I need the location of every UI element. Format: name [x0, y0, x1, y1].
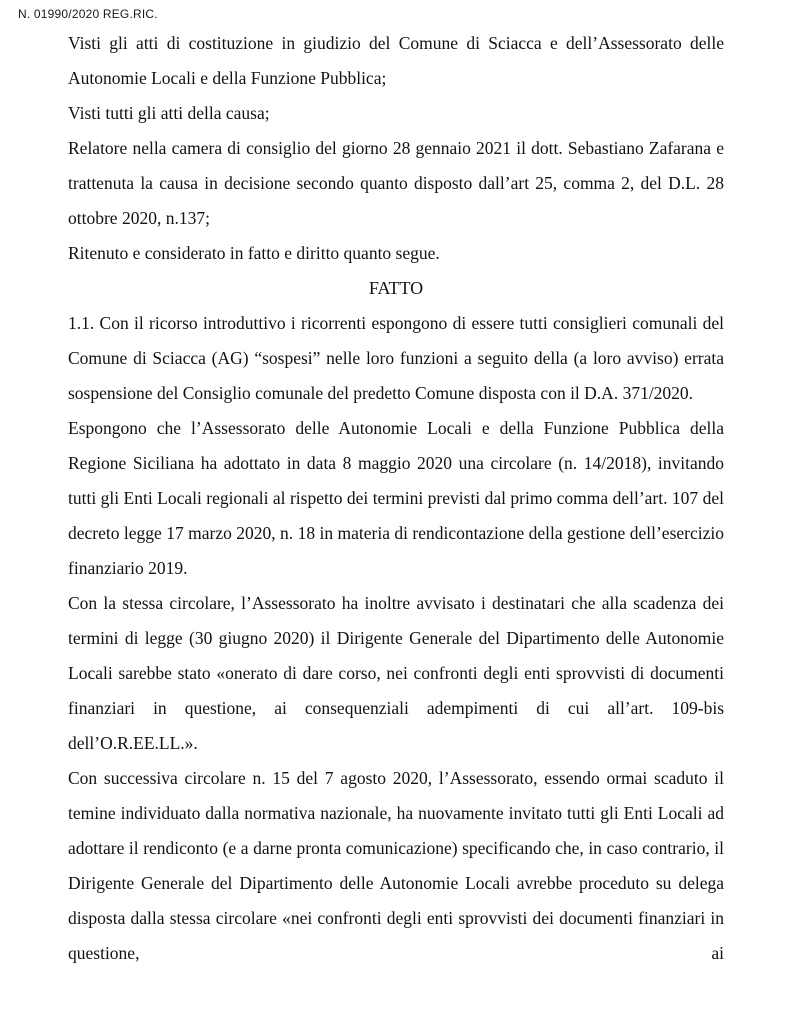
preamble-paragraph: Visti tutti gli atti della causa;	[68, 103, 270, 123]
fatto-paragraph: Con la stessa circolare, l’Assessorato ha inoltre avvisato i destinatari che alla scadenza dei termini di legge (30 giugno 2020) il Dirigente Generale del Dipartimento delle Autonomie Locali sarebbe stato «onerato di dare corso, nei confronti degli enti sprovvisti di documenti finanziari in questione, ai consequenziali adempimenti di cui all’art. 109-bis dell’O.R.EE.LL.».	[68, 593, 724, 753]
case-number: N. 01990/2020 REG.RIC.	[18, 7, 158, 21]
fatto-paragraph: Espongono che l’Assessorato delle Autonomie Locali e della Funzione Pubblica della Regione Siciliana ha adottato in data 8 maggio 2020 una circolare (n. 14/2018), invitando tutti gli Enti Locali regionali al rispetto dei termini previsti dal primo comma dell’art. 107 del decreto legge 17 marzo 2020, n. 18 in materia di rendicontazione della gestione dell’esercizio finanziario 2019.	[68, 418, 724, 578]
preamble-paragraph: Relatore nella camera di consiglio del giorno 28 gennaio 2021 il dott. Sebastiano Zafarana e trattenuta la causa in decisione secondo quanto disposto dall’art 25, comma 2, del D.L. 28 ottobre 2020, n.137;	[68, 138, 724, 228]
preamble-paragraph: Visti gli atti di costituzione in giudizio del Comune di Sciacca e dell’Assessorato delle Autonomie Locali e della Funzione Pubblica;	[68, 33, 724, 88]
fatto-paragraph-continued: Con successiva circolare n. 15 del 7 agosto 2020, l’Assessorato, essendo ormai scaduto il temine individuato dalla normativa nazionale, ha nuovamente invitato tutti gli Enti Locali ad adottare il rendiconto (e a darne pronta comunicazione) specificando che, in caso contrario, il Dirigente Generale del Dipartimento delle Autonomie Locali avrebbe proceduto su delega disposta dalla stessa circolare «nei confronti degli enti sprovvisti dei documenti finanziari in questione, ai	[68, 768, 724, 963]
section-heading-fatto: FATTO	[368, 278, 424, 298]
preamble-paragraph: Ritenuto e considerato in fatto e diritto quanto segue.	[68, 243, 440, 263]
document-body	[68, 26, 724, 971]
fatto-paragraph: 1.1. Con il ricorso introduttivo i ricorrenti espongono di essere tutti consiglieri comunali del Comune di Sciacca (AG) “sospesi” nelle loro funzioni a seguito della (a loro avviso) errata sospensione del Consiglio comunale del predetto Comune disposta con il D.A. 371/2020.	[68, 313, 724, 403]
